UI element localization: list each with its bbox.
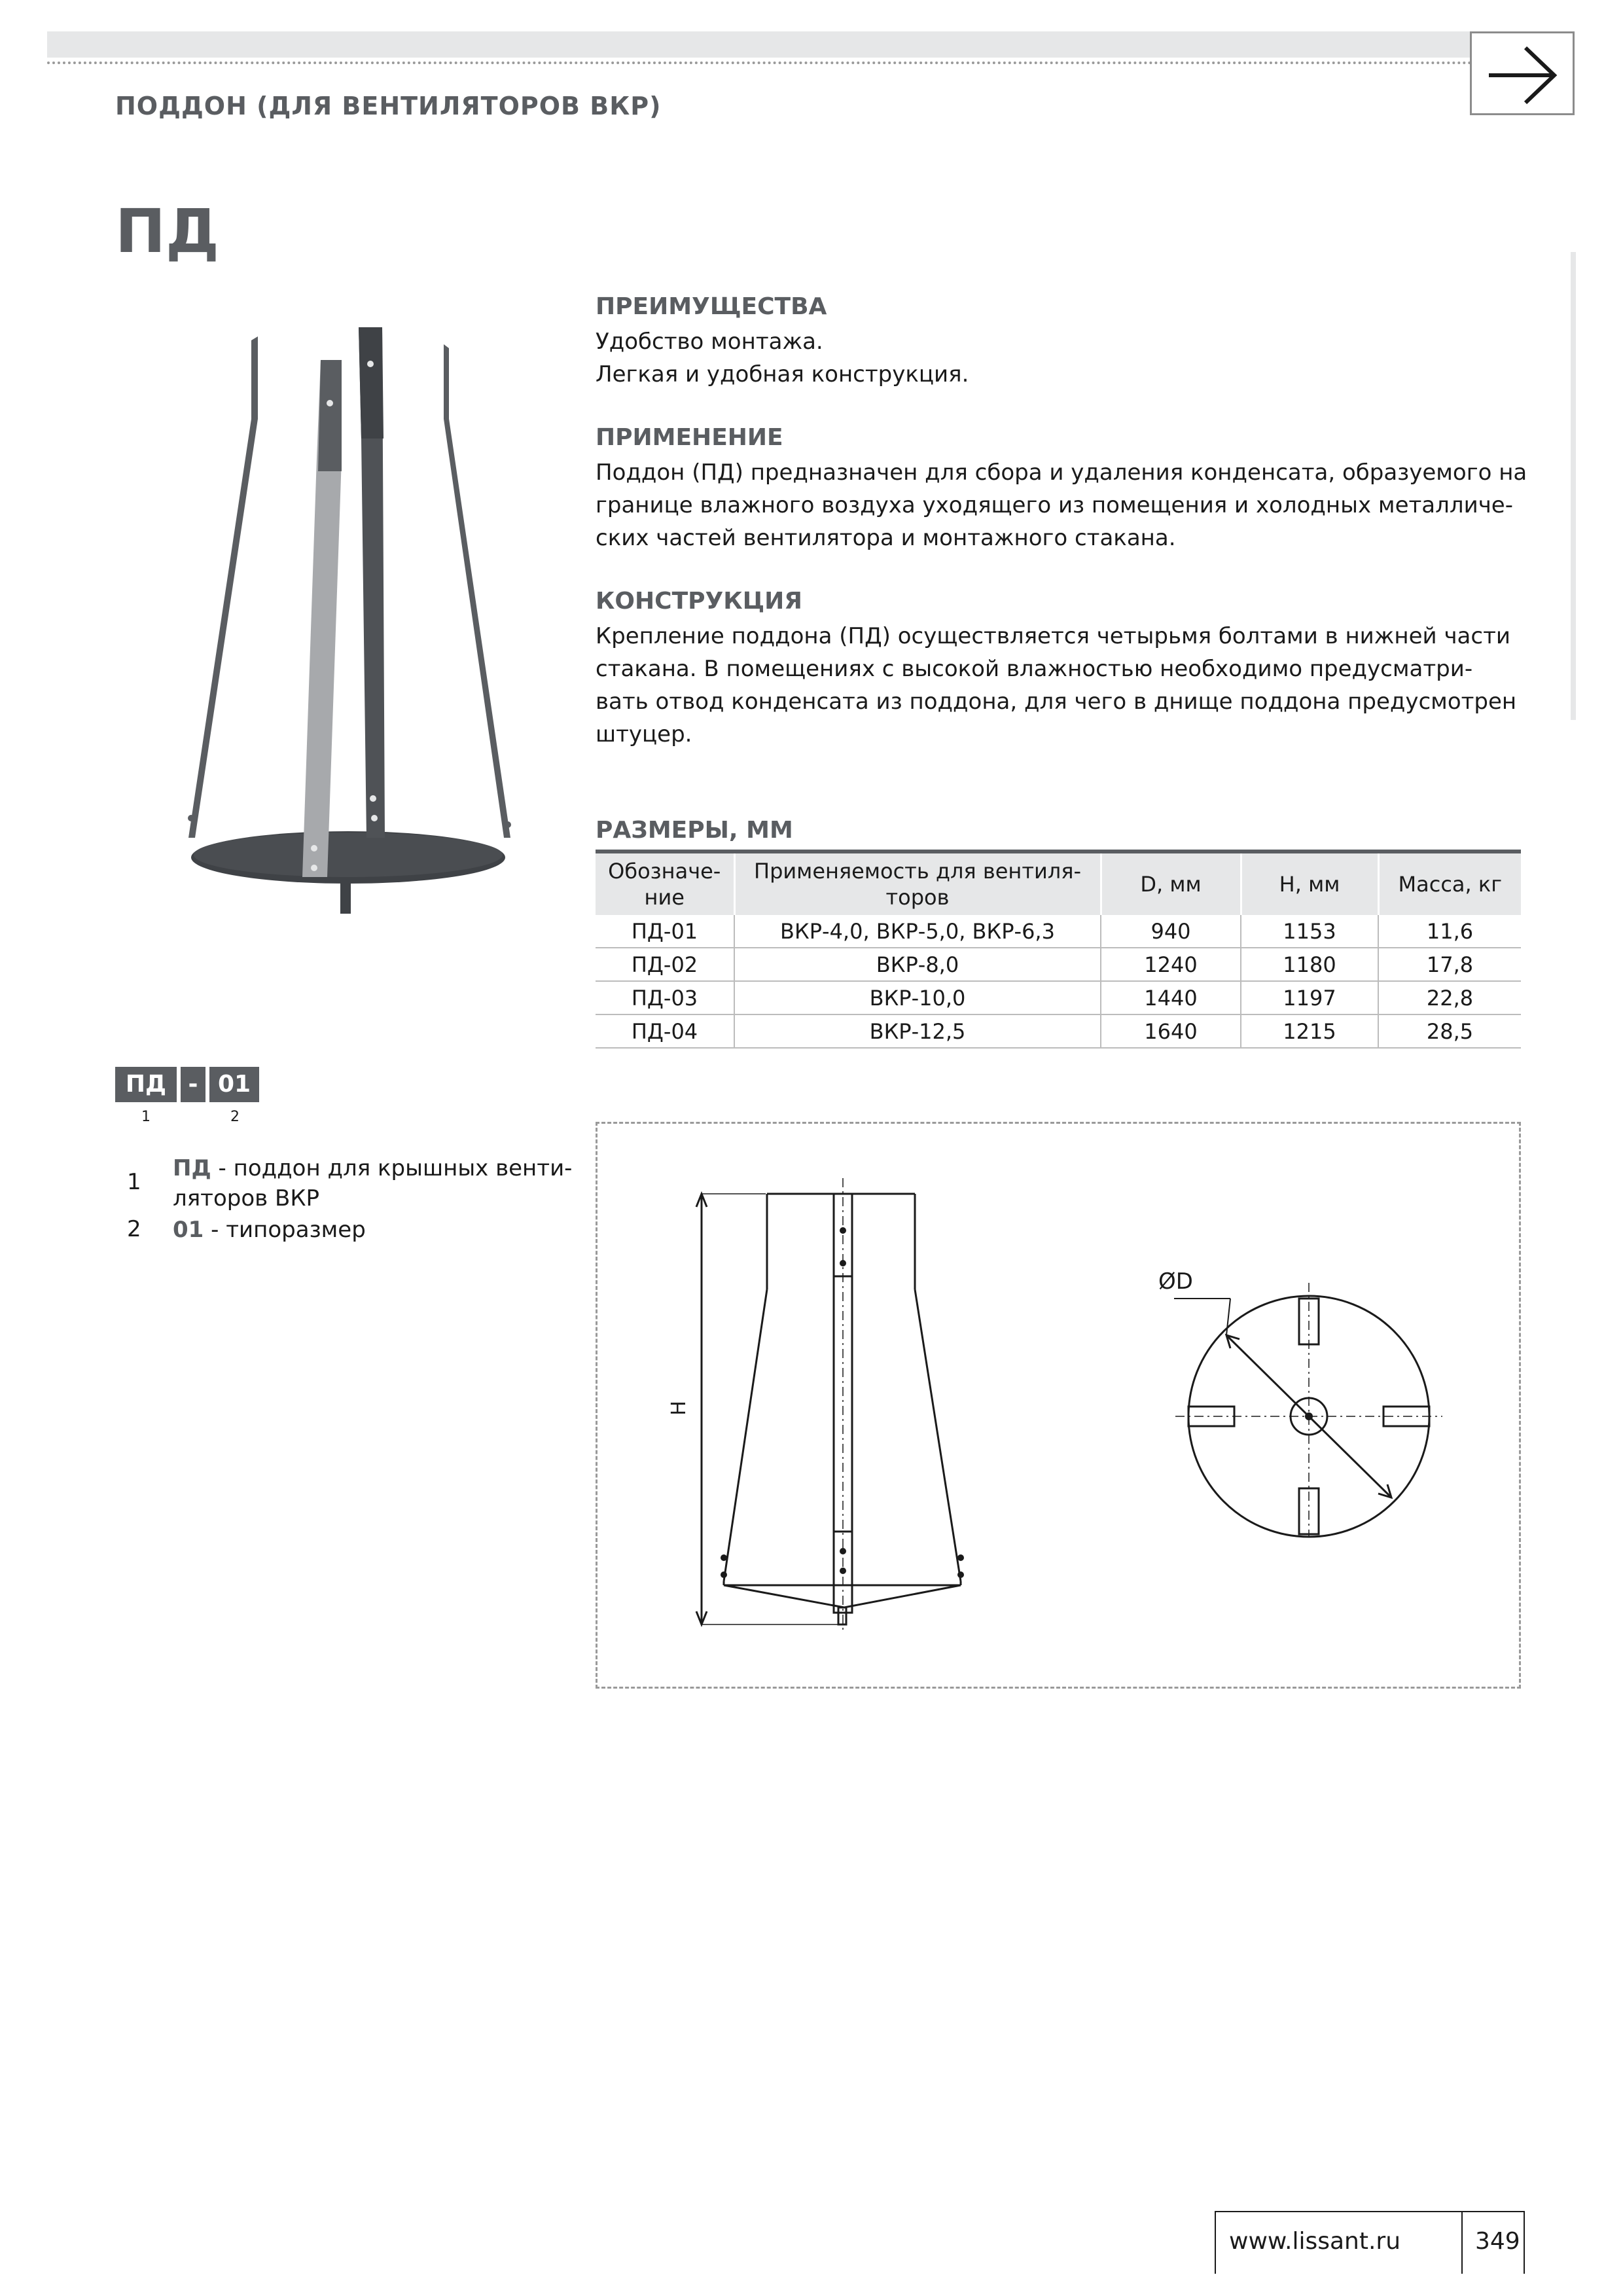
header-dotted-line <box>47 62 1472 64</box>
side-scroll-bar <box>1571 252 1576 720</box>
page-number: 349 <box>1475 2228 1520 2255</box>
construction-line: стакана. В помещениях с высокой влажностью необходимо предусматри- <box>596 656 1473 682</box>
advantages-line: Легкая и удобная конструкция. <box>596 361 969 387</box>
application-text <box>596 456 1527 554</box>
legend-desc: - типоразмер <box>204 1217 366 1243</box>
leg-right <box>444 344 510 838</box>
outlet-pipe <box>340 881 351 914</box>
code-index: 1 <box>141 1109 151 1125</box>
dimensions-heading: РАЗМЕРЫ, ММ <box>596 817 793 844</box>
footer-divider <box>1461 2211 1463 2274</box>
product-illustration <box>177 321 530 923</box>
legend-item <box>173 1215 366 1245</box>
page-title: ПД <box>115 196 219 266</box>
cell: 28,5 <box>1378 1014 1521 1048</box>
advantages-text <box>596 325 969 391</box>
construction-heading: КОНСТРУКЦИЯ <box>596 588 802 615</box>
table-row <box>596 981 1521 1014</box>
cell: ПД-01 <box>596 915 734 948</box>
cell: ПД-02 <box>596 948 734 981</box>
col-header-designation: Обозначе- ние <box>596 852 734 915</box>
construction-line: вать отвод конденсата из поддона, для чего в днище поддона предусмотрен <box>596 689 1517 715</box>
cell: 1240 <box>1101 948 1241 981</box>
col-header-d: D, мм <box>1101 852 1241 915</box>
cell: 22,8 <box>1378 981 1521 1014</box>
legend-number: 1 <box>127 1169 141 1195</box>
leg-left <box>188 336 258 838</box>
advantages-heading: ПРЕИМУЩЕСТВА <box>596 293 827 320</box>
cell: ВКР-4,0, ВКР-5,0, ВКР-6,3 <box>734 915 1101 948</box>
height-label: H <box>667 1401 690 1416</box>
side-view-drawing <box>681 1165 1008 1636</box>
arrow-right-icon <box>1486 44 1560 107</box>
cell: ПД-04 <box>596 1014 734 1048</box>
diameter-icon: Ø <box>1158 1268 1176 1295</box>
cell: 1640 <box>1101 1014 1241 1048</box>
code-chip-dash: - <box>181 1067 205 1102</box>
advantages-line: Удобство монтажа. <box>596 329 823 355</box>
cell: 1440 <box>1101 981 1241 1014</box>
section-title: ПОДДОН (ДЛЯ ВЕНТИЛЯТОРОВ ВКР) <box>115 92 662 120</box>
diameter-label <box>1158 1268 1193 1295</box>
legend-item <box>173 1153 572 1213</box>
cell: ВКР-8,0 <box>734 948 1101 981</box>
cell: 1153 <box>1241 915 1378 948</box>
cell: 17,8 <box>1378 948 1521 981</box>
cell: 940 <box>1101 915 1241 948</box>
code-chip-type: ПД <box>115 1067 177 1102</box>
construction-text <box>596 620 1516 751</box>
application-line: Поддон (ПД) предназначен для сбора и удаления конденсата, образуемого на <box>596 459 1527 486</box>
legend-number: 2 <box>127 1216 141 1242</box>
legend-code: 01 <box>173 1217 204 1243</box>
application-heading: ПРИМЕНЕНИЕ <box>596 424 783 451</box>
application-line: границе влажного воздуха уходящего из помещения и холодных металличе- <box>596 492 1513 518</box>
legend-desc-cont: ляторов ВКР <box>173 1185 319 1211</box>
table-row <box>596 1014 1521 1048</box>
table-row <box>596 915 1521 948</box>
col-header-applicability: Применяемость для вентиля- торов <box>734 852 1101 915</box>
code-chip-size: 01 <box>209 1067 259 1102</box>
code-index: 2 <box>230 1109 240 1125</box>
construction-line: штуцер. <box>596 721 692 747</box>
cell: ПД-03 <box>596 981 734 1014</box>
application-line: ских частей вентилятора и монтажного стакана. <box>596 525 1176 551</box>
col-header-h: H, мм <box>1241 852 1378 915</box>
cell: ВКР-10,0 <box>734 981 1101 1014</box>
cell: 1180 <box>1241 948 1378 981</box>
next-page-button[interactable] <box>1470 31 1575 115</box>
table-header-row <box>596 852 1521 915</box>
col-header-mass: Масса, кг <box>1378 852 1521 915</box>
table-row <box>596 948 1521 981</box>
construction-line: Крепление поддона (ПД) осуществляется четырьмя болтами в нижней части <box>596 623 1510 649</box>
legend-desc: - поддон для крышных венти- <box>211 1155 573 1181</box>
cell: 1215 <box>1241 1014 1378 1048</box>
top-band <box>47 31 1472 58</box>
cell: 11,6 <box>1378 915 1521 948</box>
diameter-letter: D <box>1175 1268 1193 1295</box>
cell: 1197 <box>1241 981 1378 1014</box>
top-view-drawing <box>1165 1263 1466 1538</box>
dimensions-table <box>596 850 1521 1049</box>
cell: ВКР-12,5 <box>734 1014 1101 1048</box>
legend-code: ПД <box>173 1155 211 1181</box>
footer-url-link[interactable]: www.lissant.ru <box>1229 2228 1401 2255</box>
